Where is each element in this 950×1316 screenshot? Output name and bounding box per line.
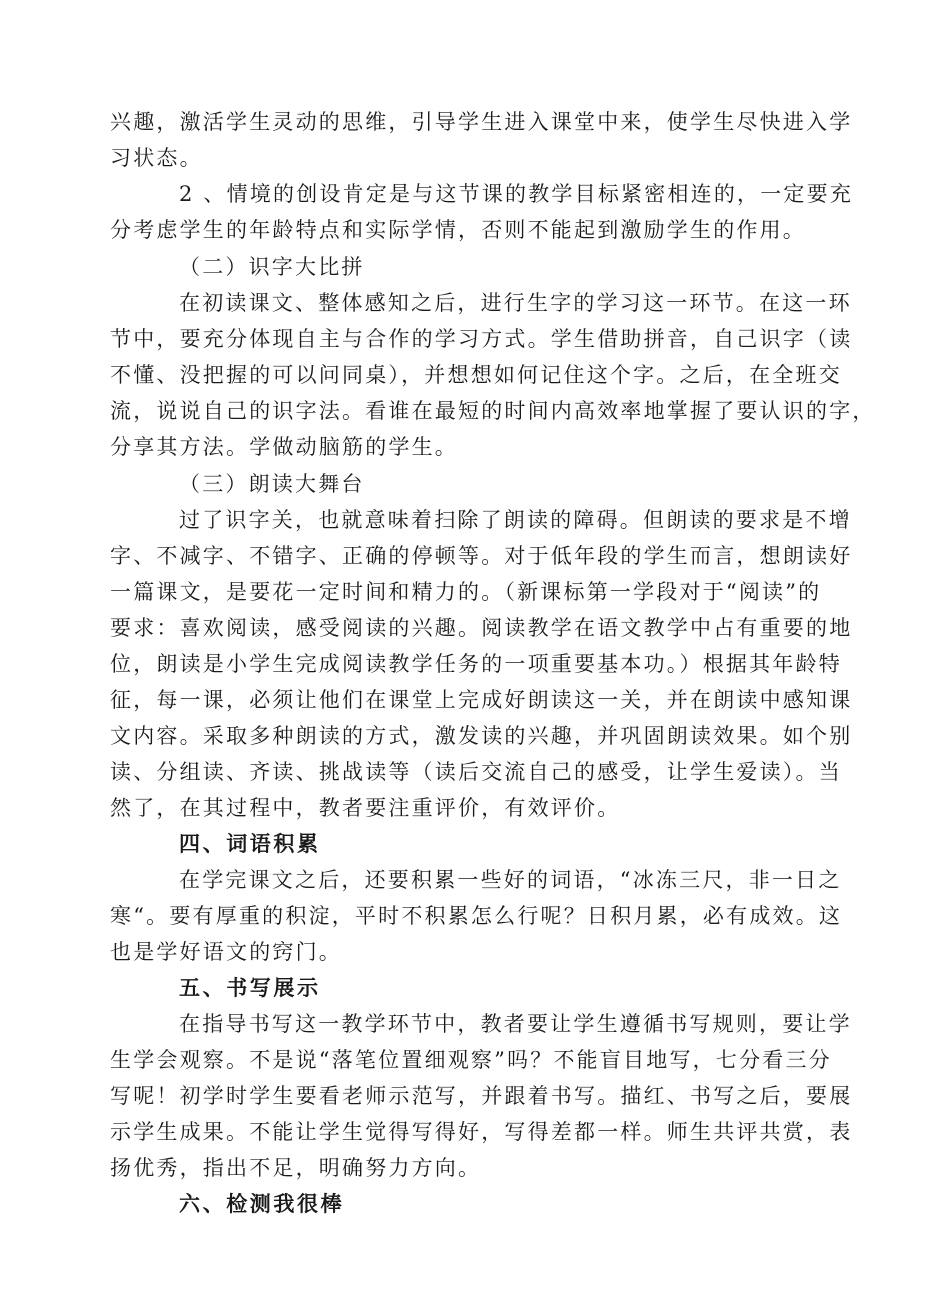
paragraph-line: 然了，在其过程中，教者要注重评价，有效评价。	[110, 796, 621, 820]
subsection-title: （三）朗读大舞台	[179, 472, 365, 496]
paragraph-line: 字、不减字、不错字、正确的停顿等。对于低年段的学生而言，想朗读好	[110, 544, 853, 568]
paragraph-line: 征，每一课，必须让他们在课堂上完成好朗读这一关，并在朗读中感知课	[110, 688, 853, 712]
paragraph-line: 节中，要充分体现自主与合作的学习方式。学生借助拼音，自己识字（读	[110, 327, 853, 351]
paragraph-line: 分享其方法。学做动脑筋的学生。	[110, 435, 458, 459]
paragraph-line: 一篇课文，是要花一定时间和精力的。（新课标第一学段对于“阅读”的	[110, 580, 822, 604]
paragraph-line: 扬优秀，指出不足，明确努力方向。	[110, 1156, 482, 1180]
paragraph-line: 读、分组读、齐读、挑战读等（读后交流自己的感受，让学生爱读）。当	[110, 760, 842, 784]
section-heading: 四、词语积累	[179, 832, 321, 856]
paragraph-line: 文内容。采取多种朗读的方式，激发读的兴趣，并巩固朗读效果。如个别	[110, 724, 853, 748]
paragraph-line: 写呢！初学时学生要看老师示范写，并跟着书写。描红、书写之后，要展	[110, 1084, 853, 1108]
paragraph-line: 也是学好语文的窍门。	[110, 940, 342, 964]
paragraph-line: 不懂、没把握的可以问同桌），并想想如何记住这个字。之后，在全班交	[110, 363, 842, 387]
paragraph-line: 2 、情境的创设肯定是与这节课的教学目标紧密相连的，一定要充	[179, 182, 854, 206]
paragraph-line: 要求：喜欢阅读，感受阅读的兴趣。阅读教学在语文教学中占有重要的地	[110, 616, 853, 640]
paragraph-line: 寒“。要有厚重的积淀，平时不积累怎么行呢？日积月累，必有成效。这	[110, 904, 843, 928]
paragraph-line: 在学完课文之后，还要积累一些好的词语，“冰冻三尺，非一日之	[179, 868, 842, 892]
paragraph-line: 分考虑学生的年龄特点和实际学情，否则不能起到激励学生的作用。	[110, 218, 806, 242]
paragraph-line: 过了识字关，也就意味着扫除了朗读的障碍。但朗读的要求是不增	[179, 508, 852, 532]
paragraph-line: 在指导书写这一教学环节中，教者要让学生遵循书写规则，要让学	[179, 1012, 852, 1036]
paragraph-line: 在初读课文、整体感知之后，进行生字的学习这一环节。在这一环	[179, 291, 852, 315]
paragraph-line: 位，朗读是小学生完成阅读教学任务的一项重要基本功。）根据其年龄特	[110, 652, 842, 676]
paragraph-line: 习状态。	[110, 146, 203, 170]
paragraph-line: 生学会观察。不是说“落笔位置细观察”吗？不能盲目地写，七分看三分	[110, 1048, 832, 1072]
paragraph-line: 流，说说自己的识字法。看谁在最短的时间内高效率地掌握了要认识的字，	[110, 399, 876, 423]
section-heading: 六、检测我很棒	[179, 1192, 345, 1216]
section-heading: 五、书写展示	[179, 976, 321, 1000]
paragraph-line: 示学生成果。不能让学生觉得写得好，写得差都一样。师生共评共赏，表	[110, 1120, 853, 1144]
paragraph-line: 兴趣，激活学生灵动的思维，引导学生进入课堂中来，使学生尽快进入学	[110, 110, 853, 134]
subsection-title: （二）识字大比拼	[179, 255, 365, 279]
